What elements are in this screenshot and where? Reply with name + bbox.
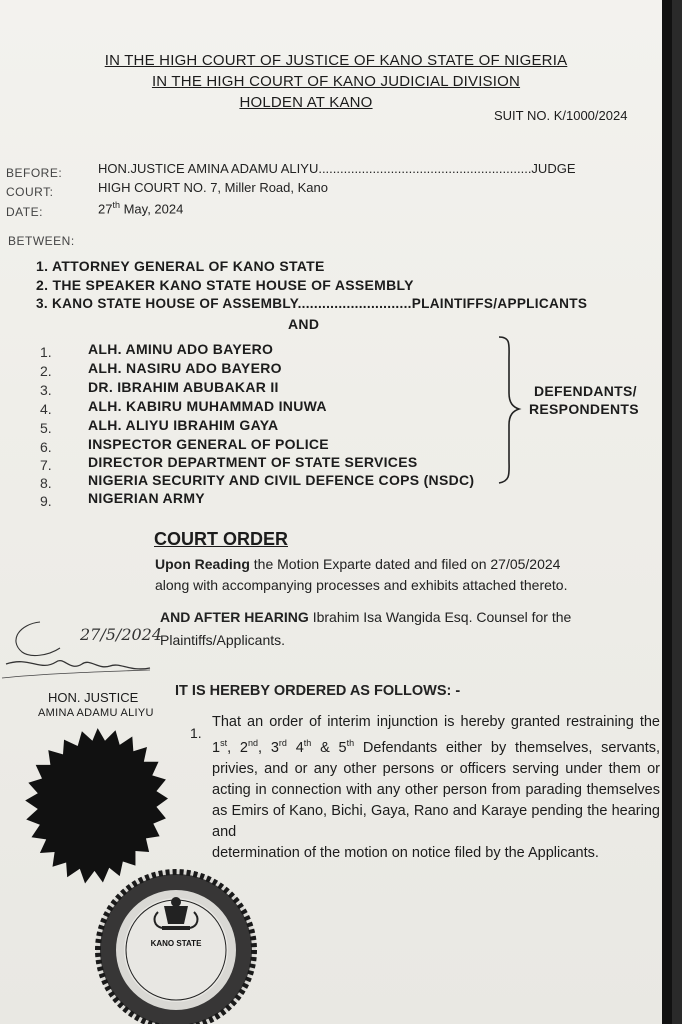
defendant-num: 1. (40, 344, 52, 360)
plaintiff-2: 2. THE SPEAKER KANO STATE HOUSE OF ASSEMBLY (36, 277, 414, 293)
order-item-1-text: That an order of interim injunction is hereby granted restraining the 1st, 2nd, 3rd 4th & 5th Defendants either by themselves, servants, privies, and or any other persons or officers serving under them or acting in connection with any other person from parading themselves as Emirs of Kano, Bichi, Gaya, Rano and Karaye pending the hearing and determination of the motion on notice filed by the Applicants. (212, 714, 661, 861)
defendant-name: INSPECTOR GENERAL OF POLICE (88, 436, 329, 452)
defendant-name: ALH. KABIRU MUHAMMAD INUWA (88, 398, 327, 414)
brace-icon (495, 335, 525, 485)
court-order-title: COURT ORDER (154, 529, 288, 549)
signature-icon (0, 612, 170, 692)
defendant-name: NIGERIAN ARMY (88, 490, 205, 506)
court-title-line3: HOLDEN AT KANO (239, 94, 373, 111)
after-hearing-line2: Plaintiffs/Applicants. (160, 632, 286, 648)
photo-edge (662, 0, 672, 1024)
court-label: COURT: (6, 185, 54, 199)
defendant-name: ALH. AMINU ADO BAYERO (88, 341, 274, 357)
plaintiff-1: 1. ATTORNEY GENERAL OF KANO STATE (36, 258, 325, 274)
and-label: AND (288, 316, 320, 332)
defendant-num: 9. (40, 493, 52, 509)
defendant-name: ALH. ALIYU IBRAHIM GAYA (88, 417, 279, 433)
respondents-label: RESPONDENTS (529, 401, 639, 417)
seal-text: KANO STATE (150, 939, 202, 948)
plaintiff-3: 3. KANO STATE HOUSE OF ASSEMBLY............................PLAINTIFFS/APPLICANTS (36, 296, 588, 311)
defendant-num: 6. (40, 439, 52, 455)
date-value: 27th May, 2024 (98, 200, 184, 217)
court-title-line2: IN THE HIGH COURT OF KANO JUDICIAL DIVISION (151, 73, 521, 90)
signature-name: AMINA ADAMU ALIYU (38, 707, 154, 719)
defendants-label: DEFENDANTS/ (534, 383, 637, 399)
before-value: HON.JUSTICE AMINA ADAMU ALIYU...........................................................JUDGE (98, 161, 576, 176)
date-label: DATE: (6, 205, 43, 219)
defendant-num: 5. (40, 420, 52, 436)
signature-date: 27/5/2024 (80, 625, 163, 644)
upon-reading-line2: along with accompanying processes and exhibits attached thereto. (155, 577, 568, 593)
defendant-name: ALH. NASIRU ADO BAYERO (88, 360, 282, 376)
hereby-ordered: IT IS HEREBY ORDERED AS FOLLOWS: - (175, 683, 461, 699)
court-value: HIGH COURT NO. 7, Miller Road, Kano (98, 180, 328, 195)
signature-title: HON. JUSTICE (48, 690, 139, 705)
defendant-num: 3. (40, 382, 52, 398)
order-item-num: 1. (190, 725, 202, 741)
before-label: BEFORE: (6, 166, 63, 180)
upon-reading-line1: Upon Reading the Motion Exparte dated and filed on 27/05/2024 (155, 556, 561, 572)
defendant-num: 4. (40, 401, 52, 417)
defendant-name: DR. IBRAHIM ABUBAKAR II (88, 379, 279, 395)
kano-state-seal-icon (92, 866, 258, 1024)
defendant-num: 2. (40, 363, 52, 379)
defendant-num: 7. (40, 457, 52, 473)
between-label: BETWEEN: (8, 234, 75, 248)
after-hearing-line1: AND AFTER HEARING Ibrahim Isa Wangida Esq. Counsel for the (160, 609, 572, 625)
defendant-name: DIRECTOR DEPARTMENT OF STATE SERVICES (88, 454, 418, 470)
court-title-line1: IN THE HIGH COURT OF JUSTICE OF KANO STATE OF NIGERIA (104, 52, 568, 69)
defendant-name: NIGERIA SECURITY AND CIVIL DEFENCE COPS (NSDC) (88, 472, 475, 488)
defendant-num: 8. (40, 475, 52, 491)
suit-number: SUIT NO. K/1000/2024 (494, 108, 628, 123)
